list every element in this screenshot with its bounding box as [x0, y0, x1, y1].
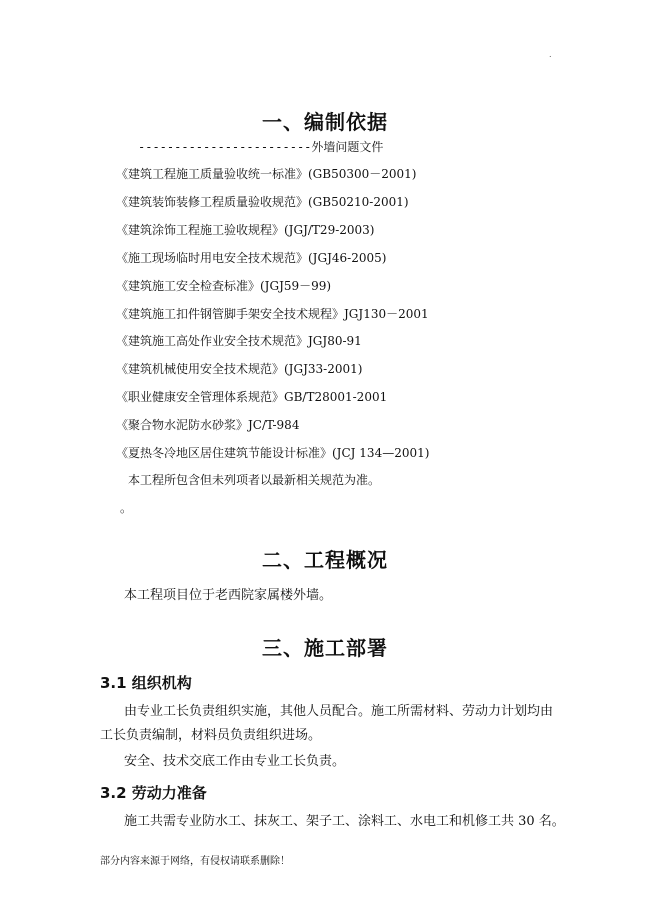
- section-1-title: 一、编制依据: [262, 110, 388, 134]
- corner-mark: .: [549, 50, 552, 59]
- standard-item: 《建筑施工扣件钢管脚手架安全技术规程》JGJ130－2001: [116, 307, 429, 321]
- standard-item: 《建筑装饰装修工程质量验收规范》(GB50210-2001): [116, 195, 409, 209]
- stray-mark: 。: [120, 501, 133, 515]
- subsection-3-1-para-2: 安全、技术交底工作由专业工长负责。: [124, 754, 346, 769]
- section-3-title: 三、施工部署: [262, 636, 388, 660]
- standard-item: 《建筑工程施工质量验收统一标准》(GB50300－2001): [116, 167, 417, 181]
- standard-item: 《施工现场临时用电安全技术规范》(JGJ46-2005): [116, 251, 387, 265]
- standard-item: 《建筑施工高处作业安全技术规范》JGJ80-91: [116, 334, 362, 348]
- standard-item: 《建筑涂饰工程施工验收规程》(JGJ/T29-2003): [116, 223, 375, 237]
- standard-item: 《职业健康安全管理体系规范》GB/T28001-2001: [116, 390, 388, 404]
- footer-note: 部分内容来源于网络，有侵权请联系删除！: [100, 856, 290, 867]
- standard-item: 《夏热冬冷地区居住建筑节能设计标准》(JCJ 134—2001): [116, 446, 430, 460]
- subsection-3-1-para-1-line-2: 工长负责编制，材料员负责组织进场。: [100, 728, 322, 743]
- section-2-body: 本工程项目位于老西院家属楼外墙。: [124, 588, 333, 603]
- standard-item: 《聚合物水泥防水砂浆》JC/T-984: [116, 418, 300, 432]
- subtitle-line: ------------------------外墙问题文件: [138, 140, 384, 154]
- standard-item: 《建筑施工安全检查标准》(JGJ59－99): [116, 279, 332, 293]
- standards-note: 本工程所包含但未列项者以最新相关规范为准。: [128, 473, 381, 487]
- subsection-3-1-para-1-line-1: 由专业工长负责组织实施，其他人员配合。施工所需材料、劳动力计划均由: [124, 704, 554, 719]
- subsection-3-1-heading: 3.1 组织机构: [100, 674, 192, 692]
- subsection-3-2-heading: 3.2 劳动力准备: [100, 784, 207, 802]
- standard-item: 《建筑机械使用安全技术规范》(JGJ33-2001): [116, 362, 363, 376]
- subsection-3-2-para-1: 施工共需专业防水工、抹灰工、架子工、涂料工、水电工和机修工共 30 名。: [124, 814, 565, 829]
- section-2-title: 二、工程概况: [262, 548, 388, 572]
